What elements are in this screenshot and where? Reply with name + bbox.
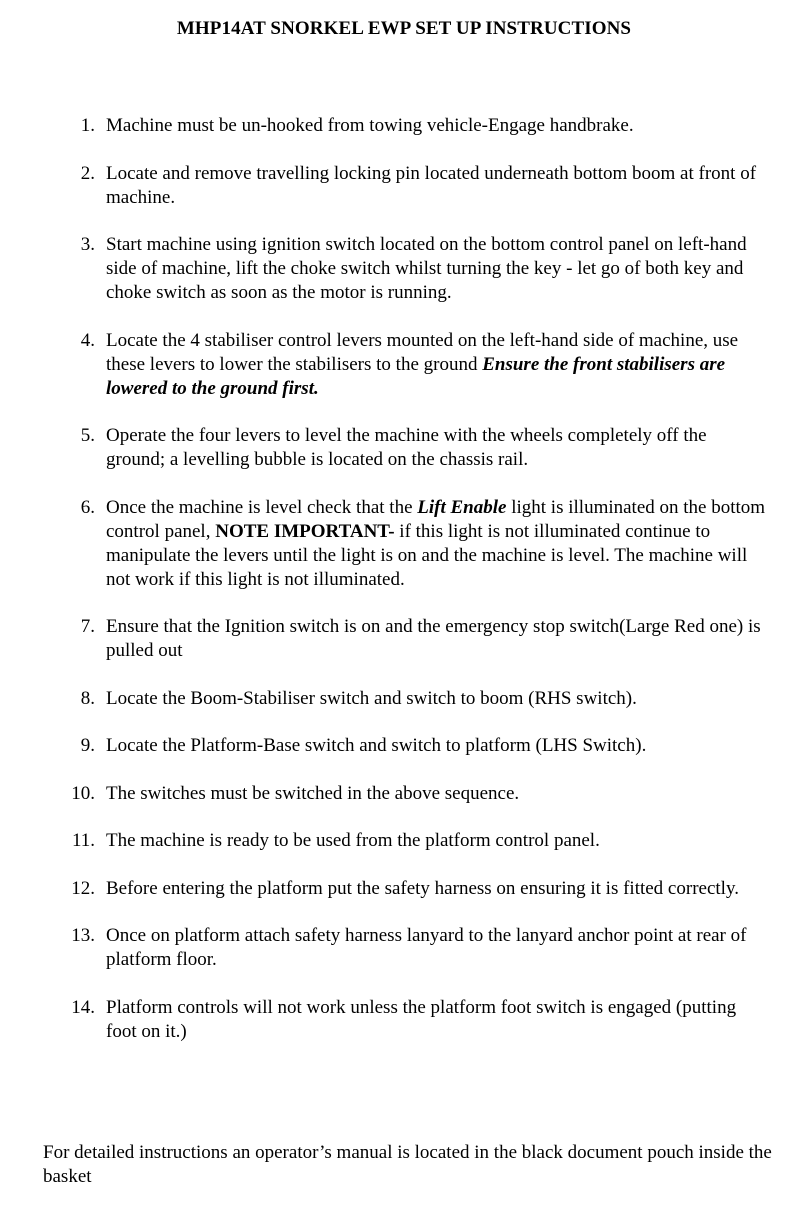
step-number: 12. [71,877,95,899]
step-number: 3. [80,234,95,255]
step-number: 14. [71,996,95,1018]
step-number: 7. [80,616,95,637]
list-item [0,829,808,853]
step-number: 13. [71,925,95,946]
step-text: Machine must be un-hooked from towing vehicle-Engage handbrake. [106,115,634,136]
important-note-label: NOTE IMPORTANT- [215,520,395,542]
step-text: Once the machine is level check that the [106,496,418,518]
step-text: Before entering the platform put the safety harness on ensuring it is fitted correctly. [106,877,739,899]
list-item [0,782,808,806]
list-item [0,615,808,663]
step-number: 2. [80,162,95,184]
step-text: Once on platform attach safety harness lanyard to the lanyard anchor point at rear of platform floor. [106,925,747,970]
list-item [0,114,808,138]
list-item [0,734,808,758]
list-item [0,424,808,472]
step-emphasis: Ensure the front stabilisers are lowered to the ground first. [106,353,726,399]
lift-enable-label: Lift Enable [417,496,507,518]
step-number: 5. [80,425,95,446]
step-text: The machine is ready to be used from the platform control panel. [106,830,600,851]
footer-note: For detailed instructions an operator’s manual is located in the black document pouch inside the basket [43,1142,772,1187]
step-number: 4. [80,329,95,351]
step-text: Locate the Platform-Base switch and switch to platform (LHS Switch). [106,735,647,756]
step-number: 9. [80,735,95,756]
list-item [0,496,808,592]
step-text: Start machine using ignition switch located on the bottom control panel on left-hand side of machine, lift the choke switch whilst turning the key - let go of both key and choke switch as soon as the motor is running. [106,234,747,303]
step-text: The switches must be switched in the above sequence. [106,782,520,804]
list-item [0,877,808,901]
step-text: Locate and remove travelling locking pin located underneath bottom boom at front of machine. [106,162,757,208]
list-item [0,162,808,210]
step-number: 1. [80,115,95,136]
instruction-list [0,114,808,1067]
list-item [0,924,808,972]
list-item [0,996,808,1044]
step-text: Platform controls will not work unless the platform foot switch is engaged (putting foot on it.) [106,996,737,1042]
step-number: 11. [71,830,95,851]
step-number: 6. [80,496,95,518]
step-text: light is illuminated on the bottom control panel, [106,496,766,542]
step-text: Ensure that the Ignition switch is on and the emergency stop switch(Large Red one) is pulled out [106,616,761,661]
page-title: MHP14AT SNORKEL EWP SET UP INSTRUCTIONS [176,18,632,39]
step-text: Operate the four levers to level the machine with the wheels completely off the ground; a levelling bubble is located on the chassis rail. [106,425,707,470]
step-number: 8. [80,687,95,709]
list-item [0,233,808,305]
step-text: Locate the 4 stabiliser control levers mounted on the left-hand side of machine, use these levers to lower the stabilisers to the ground [106,329,739,375]
step-text: if this light is not illuminated continue to manipulate the levers until the light is on and the machine is level. The machine will not work if this light is not illuminated. [106,520,748,590]
step-text: Locate the Boom-Stabiliser switch and switch to boom (RHS switch). [106,687,637,709]
step-number: 10. [71,782,95,804]
list-item [0,329,808,401]
list-item [0,687,808,711]
